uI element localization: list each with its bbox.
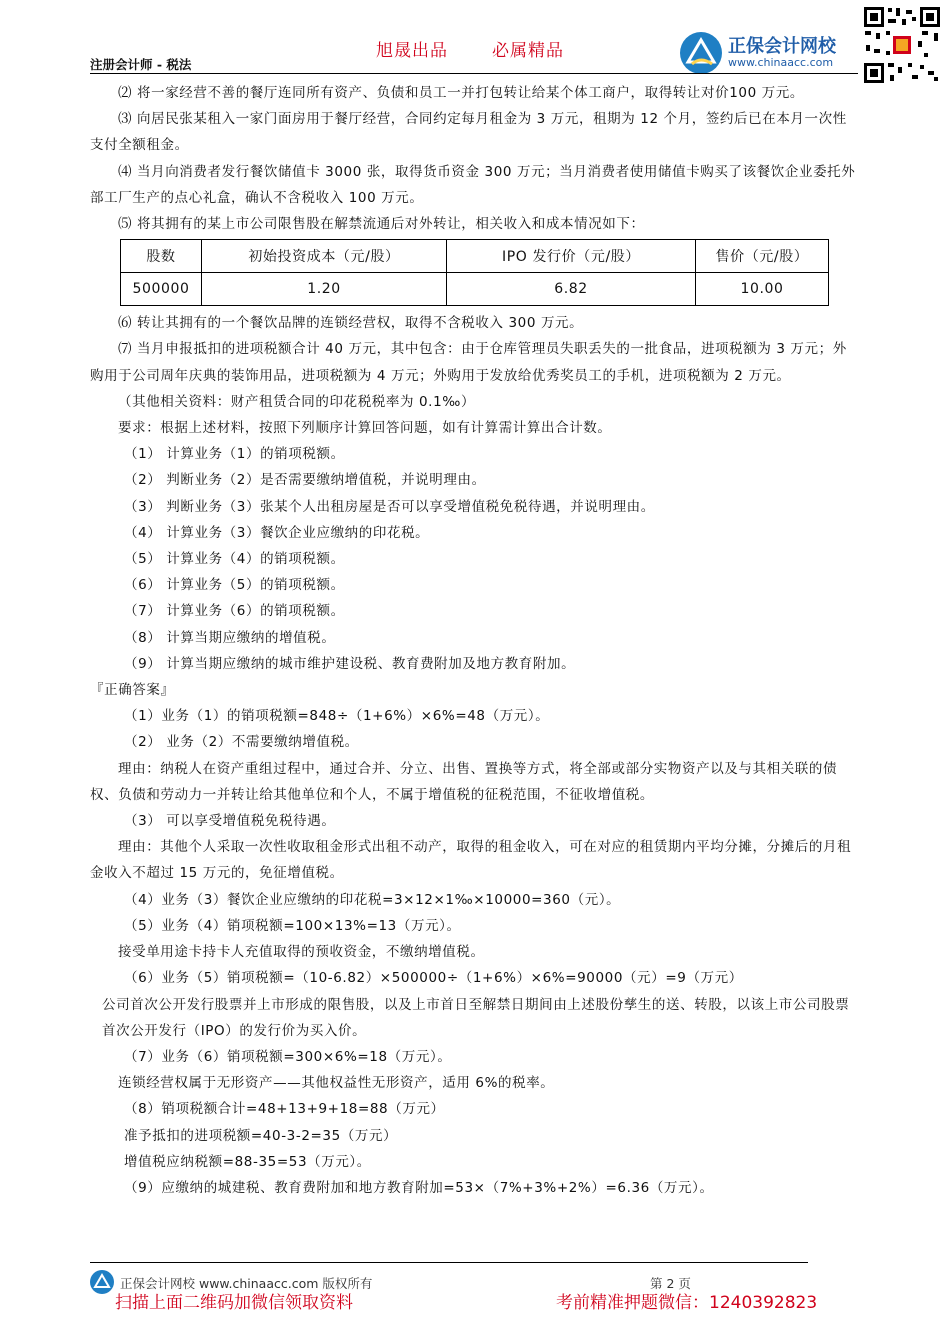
slogan-right: 必属精品 — [492, 41, 564, 61]
table-header-cell: IPO 发行价（元/股） — [447, 240, 696, 273]
table-cell: 500000 — [121, 273, 202, 306]
question-7: （7） 计算业务（6）的销项税额。 — [124, 603, 345, 620]
logo-name: 正保会计网校 — [728, 36, 836, 57]
answer-8: （8）销项税额合计=48+13+9+18=88（万元） — [124, 1101, 445, 1118]
answer-5-note: 接受单用途卡持卡人充值取得的预收资金，不缴纳增值税。 — [118, 944, 485, 961]
chinaacc-logo — [680, 30, 858, 74]
header-divider — [90, 73, 858, 74]
qr-code-icon[interactable] — [862, 5, 942, 85]
answer-6: （6）业务（5）销项税额=（10-6.82）×500000÷（1+6%）×6%=90000（元）=9（万元） — [124, 970, 743, 987]
slogan-left: 旭晟出品 — [376, 41, 448, 61]
page-number: 第 2 页 — [650, 1276, 691, 1291]
table-header-cell: 股数 — [121, 240, 202, 273]
table-cell: 1.20 — [202, 273, 447, 306]
answer-3-reason: 理由：其他个人采取一次性收取租金形式出租不动产，取得的租金收入，可在对应的租赁期内平均分摊，分摊后的月租金收入不超过 15 万元的，免征增值税。 — [90, 839, 852, 882]
logo-url: www.chinaacc.com — [728, 56, 834, 69]
question-2: （2） 判断业务（2）是否需要缴纳增值税，并说明理由。 — [124, 472, 486, 489]
table-header-row — [121, 240, 829, 273]
answer-7-note: 连锁经营权属于无形资产——其他权益性无形资产，适用 6%的税率。 — [118, 1075, 555, 1092]
answer-3: （3） 可以享受增值税免税待遇。 — [124, 813, 336, 830]
answer-5: （5）业务（4）销项税额=100×13%=13（万元）。 — [124, 917, 461, 934]
doc-title: 注册会计师 - 税法 — [90, 57, 192, 72]
question-5: （5） 计算业务（4）的销项税额。 — [124, 551, 345, 568]
promo-wechat-text: 考前精准押题微信：1240392823 — [556, 1293, 818, 1313]
promo-qr-text: 扫描上面二维码加微信领取资料 — [115, 1293, 353, 1313]
question-6: （6） 计算业务（5）的销项税额。 — [124, 577, 345, 594]
chinaacc-logo-icon — [680, 32, 722, 74]
note: （其他相关资料：财产租赁合同的印花税税率为 0.1‰） — [118, 393, 476, 410]
item-6: ⑹ 转让其拥有的一个餐饮品牌的连锁经营权，取得不含税收入 300 万元。 — [118, 315, 584, 332]
question-3: （3） 判断业务（3）张某个人出租房屋是否可以享受增值税免税待遇，并说明理由。 — [124, 498, 655, 515]
table-header-cell: 售价（元/股） — [696, 240, 829, 273]
table-header-cell: 初始投资成本（元/股） — [202, 240, 447, 273]
question-4: （4） 计算业务（3）餐饮企业应缴纳的印花税。 — [124, 524, 430, 541]
footer-logo-icon — [90, 1270, 114, 1294]
question-1: （1） 计算业务（1）的销项税额。 — [124, 446, 345, 463]
answer-1: （1）业务（1）的销项税额=848÷（1+6%）×6%=48（万元）。 — [124, 708, 550, 725]
answer-8-payable: 增值税应纳税额=88-35=53（万元）。 — [124, 1153, 371, 1170]
footer-copyright: 正保会计网校 www.chinaacc.com 版权所有 — [120, 1276, 373, 1291]
item-3: ⑶ 向居民张某租入一家门面房用于餐厅经营，合同约定每月租金为 3 万元，租期为 12 个月，签约后已在本月一次性支付全额租金。 — [90, 111, 847, 154]
table-row — [121, 273, 829, 306]
item-4: ⑷ 当月向消费者发行餐饮储值卡 3000 张，取得货币资金 300 万元；当月消费者使用储值卡购买了该餐饮企业委托外部工厂生产的点心礼盒，确认不含税收入 100 万元。 — [90, 163, 856, 206]
stock-table — [120, 239, 829, 306]
answer-title: 『正确答案』 — [90, 682, 175, 699]
answer-9: （9）应缴纳的城建税、教育费附加和地方教育附加=53×（7%+3%+2%）=6.36（万元）。 — [124, 1179, 714, 1196]
answer-8-deductible: 准予抵扣的进项税额=40-3-2=35（万元） — [124, 1127, 398, 1144]
answer-4: （4）业务（3）餐饮企业应缴纳的印花税=3×12×1‰×10000=360（元）。 — [124, 891, 621, 908]
document-body — [90, 80, 860, 1201]
question-8: （8） 计算当期应缴纳的增值税。 — [124, 629, 336, 646]
header-slogan — [376, 36, 564, 61]
answer-2-reason: 理由：纳税人在资产重组过程中，通过合并、分立、出售、置换等方式，将全部或部分实物资产以及与其相关联的债权、负债和劳动力一并转让给其他单位和个人，不属于增值税的征税范围，不征收增值税。 — [90, 760, 838, 803]
requirement: 要求：根据上述材料，按照下列顺序计算回答问题，如有计算需计算出合计数。 — [118, 420, 612, 437]
table-cell: 6.82 — [447, 273, 696, 306]
question-9: （9） 计算当期应缴纳的城市维护建设税、教育费附加及地方教育附加。 — [124, 655, 576, 672]
footer-divider — [90, 1262, 808, 1263]
answer-7: （7）业务（6）销项税额=300×6%=18（万元）。 — [124, 1048, 452, 1065]
item-5: ⑸ 将其拥有的某上市公司限售股在解禁流通后对外转让，相关收入和成本情况如下： — [118, 216, 645, 233]
answer-6-note: 公司首次公开发行股票并上市形成的限售股，以及上市首日至解禁日期间由上述股份孳生的送、转股，以该上市公司股票首次公开发行（IPO）的发行价为买入价。 — [102, 996, 850, 1039]
answer-2: （2） 业务（2）不需要缴纳增值税。 — [124, 734, 359, 751]
item-7: ⑺ 当月申报抵扣的进项税额合计 40 万元，其中包含：由于仓库管理员失职丢失的一批食品，进项税额为 3 万元；外购用于公司周年庆典的装饰用品，进项税额为 4 万元；外购用于发放给优秀奖员工的手机，进项税额为 2 万元。 — [90, 341, 847, 384]
item-2: ⑵ 将一家经营不善的餐厅连同所有资产、负债和员工一并打包转让给某个体工商户，取得转让对价100 万元。 — [118, 85, 804, 101]
table-cell: 10.00 — [696, 273, 829, 306]
